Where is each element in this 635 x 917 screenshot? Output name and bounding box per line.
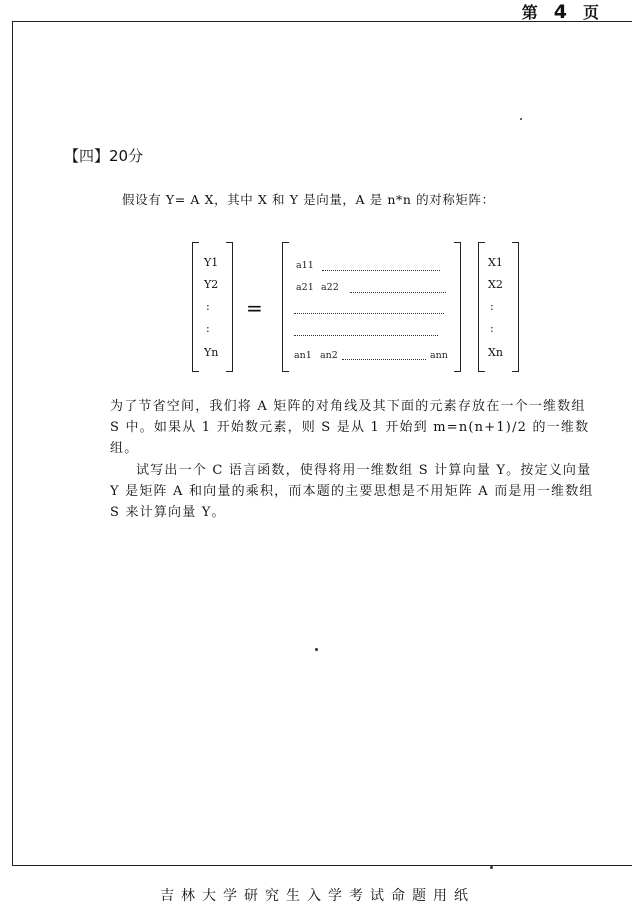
x-element: X1 xyxy=(488,256,503,269)
matrix-entry: an2 xyxy=(320,350,338,361)
x-vector-right-bracket xyxy=(512,242,519,372)
scan-speck xyxy=(490,866,493,869)
scan-speck xyxy=(520,118,522,120)
y-element: Y2 xyxy=(204,278,219,291)
page-suffix: 页 xyxy=(582,3,601,22)
y-element: : xyxy=(206,322,210,335)
y-vector-right-bracket xyxy=(226,242,233,372)
matrix-dots xyxy=(294,335,438,336)
page-header xyxy=(0,0,635,22)
matrix-formula xyxy=(190,240,530,380)
equals-sign: = xyxy=(246,296,263,320)
paragraph-storage xyxy=(110,396,600,459)
matrix-dots xyxy=(342,359,426,360)
x-element: : xyxy=(490,322,494,335)
y-vector-left-bracket xyxy=(192,242,199,372)
matrix-left-bracket xyxy=(282,242,289,372)
y-element: Yn xyxy=(204,346,219,359)
scan-speck xyxy=(315,648,318,651)
problem-intro: 假设有 Y= A X，其中 X 和 Y 是向量，A 是 n*n 的对称矩阵： xyxy=(122,192,495,207)
matrix-entry: ann xyxy=(430,350,448,361)
matrix-entry: a11 xyxy=(296,260,314,271)
matrix-entry: an1 xyxy=(294,350,312,361)
matrix-dots xyxy=(322,270,440,271)
matrix-right-bracket xyxy=(454,242,461,372)
matrix-entry: a21 xyxy=(296,282,314,293)
matrix-dots xyxy=(294,313,444,314)
y-element: Y1 xyxy=(204,256,219,269)
x-element: Xn xyxy=(488,346,503,359)
page-number-value: 4 xyxy=(553,1,569,23)
paragraph-task xyxy=(110,460,600,523)
footer-caption: 吉林大学研究生入学考试命题用纸 xyxy=(160,888,475,904)
paragraph-text: 试写出一个 C 语言函数，使得将用一维数组 S 计算向量 Y。按定义向量 Y 是矩阵 A 和向量的乘积，而本题的主要思想是不用矩阵 A 而是用一维数组 S 来计算向量 Y。 xyxy=(110,463,594,520)
section-title: 【四】20分 xyxy=(64,147,144,165)
x-element: : xyxy=(490,300,494,313)
y-element: : xyxy=(206,300,210,313)
x-vector-left-bracket xyxy=(478,242,485,372)
matrix-dots xyxy=(350,292,446,293)
paragraph-text: 为了节省空间，我们将 A 矩阵的对角线及其下面的元素存放在一个一维数组 S 中。如果从 1 开始数元素，则 S 是从 1 开始到 m=n(n+1)/2 的一维数组。 xyxy=(110,399,590,456)
x-element: X2 xyxy=(488,278,503,291)
page-prefix: 第 xyxy=(521,3,540,22)
matrix-entry: a22 xyxy=(321,282,339,293)
page-number xyxy=(522,0,601,23)
